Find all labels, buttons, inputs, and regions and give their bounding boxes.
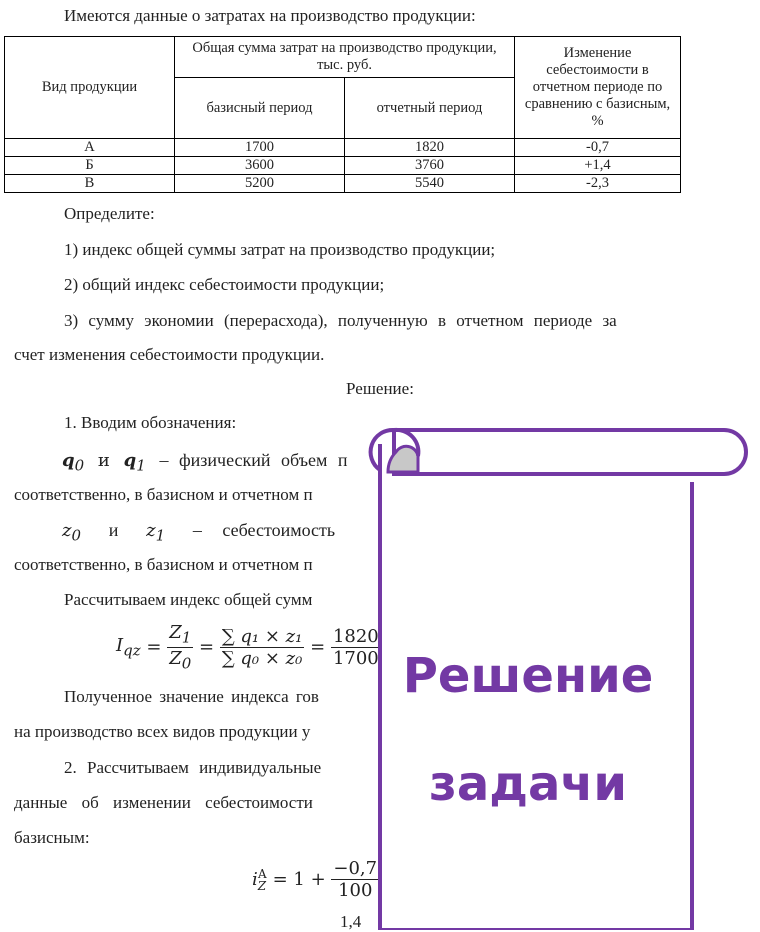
z1-subscript: 1: [155, 526, 166, 545]
result-line-1: Полученное значение индекса гов: [64, 687, 319, 706]
step1-text: Вводим обозначения:: [76, 413, 237, 432]
step2-line-2: данные об изменении себестоимости: [14, 793, 313, 812]
step2-line-1: 2. Рассчитываем индивидуальные: [64, 758, 322, 777]
f2-num: −0,7: [333, 858, 378, 879]
z-and: и: [108, 520, 119, 540]
f1-lhs: I: [116, 634, 124, 656]
z0-symbol: z: [62, 520, 72, 541]
header-cost-change: Изменение себестоимости в отчетном периоде по сравнению с базисным, %: [515, 37, 681, 139]
intro-text: Имеются данные о затратах на производство продукции:: [64, 6, 476, 25]
cell-base: 3600: [175, 157, 345, 175]
f1-lhs-sub: qz: [123, 641, 141, 660]
step1-number: 1.: [64, 413, 77, 432]
f1-eq-1: =: [146, 636, 162, 658]
cell-report: 3760: [345, 157, 515, 175]
calc-total-text: Рассчитываем индекс общей сумм: [64, 590, 313, 609]
f2-sub: Z: [257, 878, 267, 893]
header-product-type: Вид продукции: [5, 37, 175, 139]
scroll-top-roll: [394, 430, 746, 474]
header-total-costs: Общая сумма затрат на производство продукции, тыс. руб.: [175, 37, 515, 78]
cell-type: В: [5, 175, 175, 193]
z-continuation: соответственно, в базисном и отчетном п: [14, 555, 313, 574]
table-row: [5, 157, 681, 175]
cell-change: -2,3: [515, 175, 681, 193]
solution-heading: Решение:: [346, 379, 414, 398]
scroll-title-line-2: задачи: [428, 756, 628, 812]
z0-subscript: 0: [71, 526, 82, 545]
formula-total-index: [116, 622, 381, 672]
task-lead: Определите:: [64, 204, 155, 223]
f1-frac-1: [167, 622, 193, 672]
step1-line: [64, 413, 236, 433]
result-line-2: на производство всех видов продукции у: [14, 722, 311, 741]
header-base-period: базисный период: [175, 78, 345, 139]
q-description: – физический объем п: [159, 450, 348, 470]
f1-n2: ∑ q₁ × z₁: [221, 625, 303, 647]
f1-n1-sub: 1: [181, 628, 192, 647]
cell-change: -0,7: [515, 139, 681, 157]
f1-frac-2: [220, 626, 305, 669]
table-row: [5, 175, 681, 193]
q-definition: [62, 450, 348, 475]
q0-subscript: 0: [74, 456, 85, 475]
cell-report: 1820: [345, 139, 515, 157]
step2-line-3: базисным:: [14, 828, 90, 847]
z-definition: [62, 520, 335, 545]
q-and: и: [97, 450, 110, 471]
f2-lhs: i: [252, 868, 258, 890]
f1-eq-3: =: [310, 636, 326, 658]
z1-symbol: z: [146, 520, 156, 541]
f1-eq-2: =: [199, 636, 215, 658]
task-item-2: 2) общий индекс себестоимости продукции;: [64, 275, 385, 294]
f1-n3: 1820: [332, 625, 379, 647]
f2-rhs: = 1 +: [272, 869, 326, 890]
header-report-period: отчетный период: [345, 78, 515, 139]
f1-d3: 1700: [332, 647, 379, 669]
f2-den: 100: [338, 880, 373, 901]
f1-d2: ∑ q₀ × z₀: [221, 647, 303, 669]
task-item-3-cont: счет изменения себестоимости продукции.: [14, 345, 325, 364]
z-description: – себестоимость: [192, 520, 336, 540]
cell-type: Б: [5, 157, 175, 175]
q0-symbol: q: [62, 450, 75, 471]
costs-table: [4, 36, 681, 193]
table-row: [5, 139, 681, 157]
cell-change: +1,4: [515, 157, 681, 175]
f1-n1: Z: [169, 622, 182, 643]
task-item-3: 3) сумму экономии (перерасхода), полученную в отчетном периоде за: [64, 311, 617, 330]
cell-type: А: [5, 139, 175, 157]
task-item-1: 1) индекс общей суммы затрат на производство продукции;: [64, 240, 496, 259]
f1-d1: Z: [169, 647, 182, 669]
cut-off-line: 1,4: [340, 912, 362, 931]
q1-symbol: q: [123, 450, 137, 471]
cell-report: 5540: [345, 175, 515, 193]
cell-base: 1700: [175, 139, 345, 157]
scroll-title-line-1: Решение: [402, 648, 654, 704]
q1-subscript: 1: [136, 456, 146, 475]
cell-base: 5200: [175, 175, 345, 193]
q-continuation: соответственно, в базисном и отчетном п: [14, 485, 313, 504]
f2-sup: А: [257, 866, 267, 881]
f1-d1-sub: 0: [181, 654, 192, 673]
